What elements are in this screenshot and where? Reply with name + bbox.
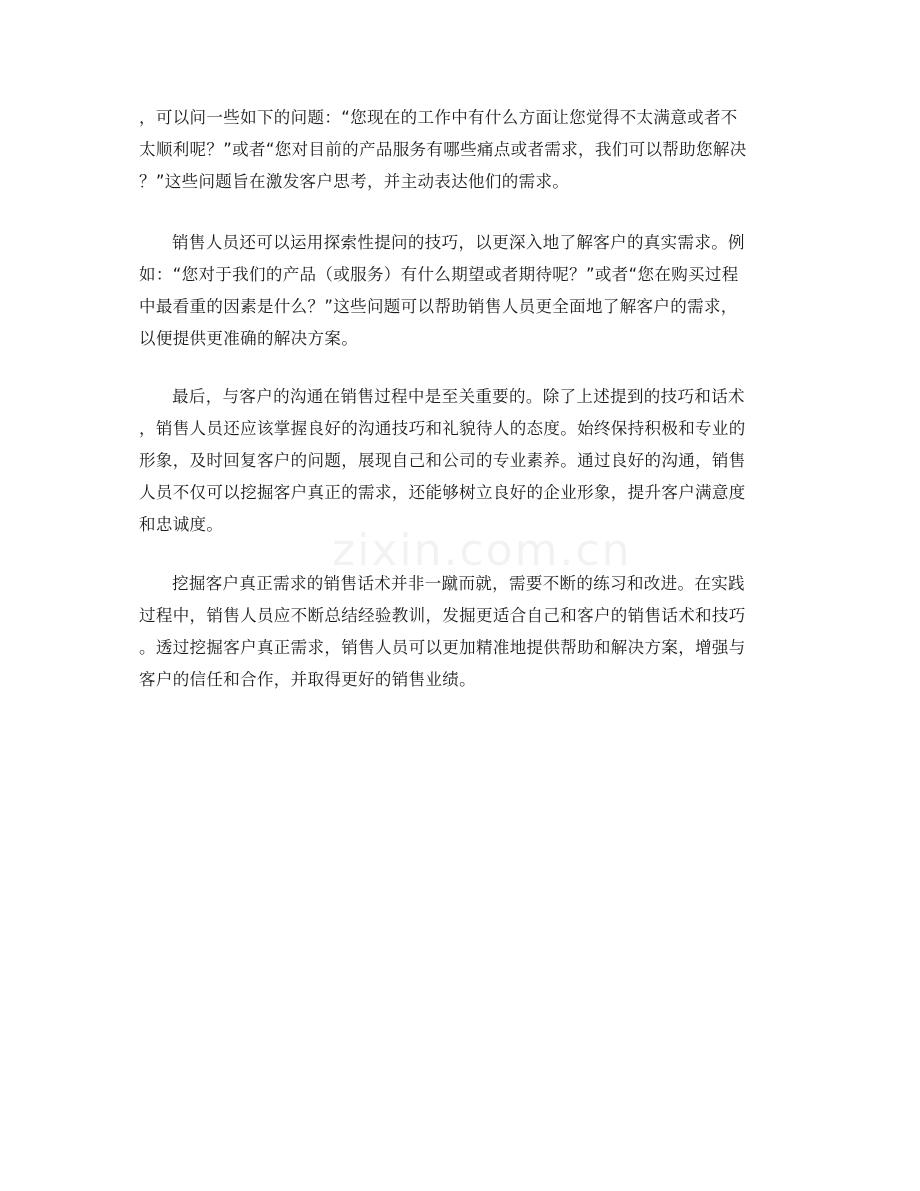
paragraph-3: [139, 381, 799, 541]
paragraph-line: ？”这些问题旨在激发客户思考，并主动表达他们的需求。: [139, 172, 570, 191]
paragraph-line: ，销售人员还应该掌握良好的沟通技巧和礼貌待人的态度。始终保持积极和专业的: [139, 419, 746, 438]
paragraph-line: 太顺利呢？”或者“您对目前的产品服务有哪些痛点或者需求，我们可以帮助您解决: [139, 140, 747, 159]
paragraph-line: 形象，及时回复客户的问题，展现自己和公司的专业素养。通过良好的沟通，销售: [139, 451, 746, 470]
watermark: zixin.com.cn: [332, 525, 632, 576]
paragraph-line: 挖掘客户真正需求的销售话术并非一蹴而就，需要不断的练习和改进。在实践: [172, 574, 745, 593]
paragraph-line: 销售人员还可以运用探索性提问的技巧，以更深入地了解客户的真实需求。例: [172, 233, 745, 252]
paragraph-line: 中最看重的因素是什么？”这些问题可以帮助销售人员更全面地了解客户的需求，: [139, 297, 738, 316]
paragraph-line: 。透过挖掘客户真正需求，销售人员可以更加精准地提供帮助和解决方案，增强与: [139, 638, 746, 657]
paragraph-line: 以便提供更准确的解决方案。: [139, 329, 359, 348]
paragraph-line: 如：“您对于我们的产品（或服务）有什么期望或者期待呢？”或者“您在购买过程: [139, 265, 739, 284]
paragraph-line: 和忠诚度。: [139, 515, 224, 534]
paragraph-line: 客户的信任和合作，并取得更好的销售业绩。: [139, 670, 476, 689]
paragraph-line: 过程中，销售人员应不断总结经验教训，发掘更适合自己和客户的销售话术和技巧: [139, 606, 746, 625]
paragraph-2: [139, 227, 799, 355]
paragraph-4: [139, 568, 799, 696]
paragraph-1: [139, 102, 799, 198]
paragraph-line: 人员不仅可以挖掘客户真正的需求，还能够树立良好的企业形象，提升客户满意度: [139, 483, 746, 502]
paragraph-line: ，可以问一些如下的问题：“您现在的工作中有什么方面让您觉得不太满意或者不: [139, 108, 738, 127]
paragraph-line: 最后，与客户的沟通在销售过程中是至关重要的。除了上述提到的技巧和话术: [172, 387, 745, 406]
